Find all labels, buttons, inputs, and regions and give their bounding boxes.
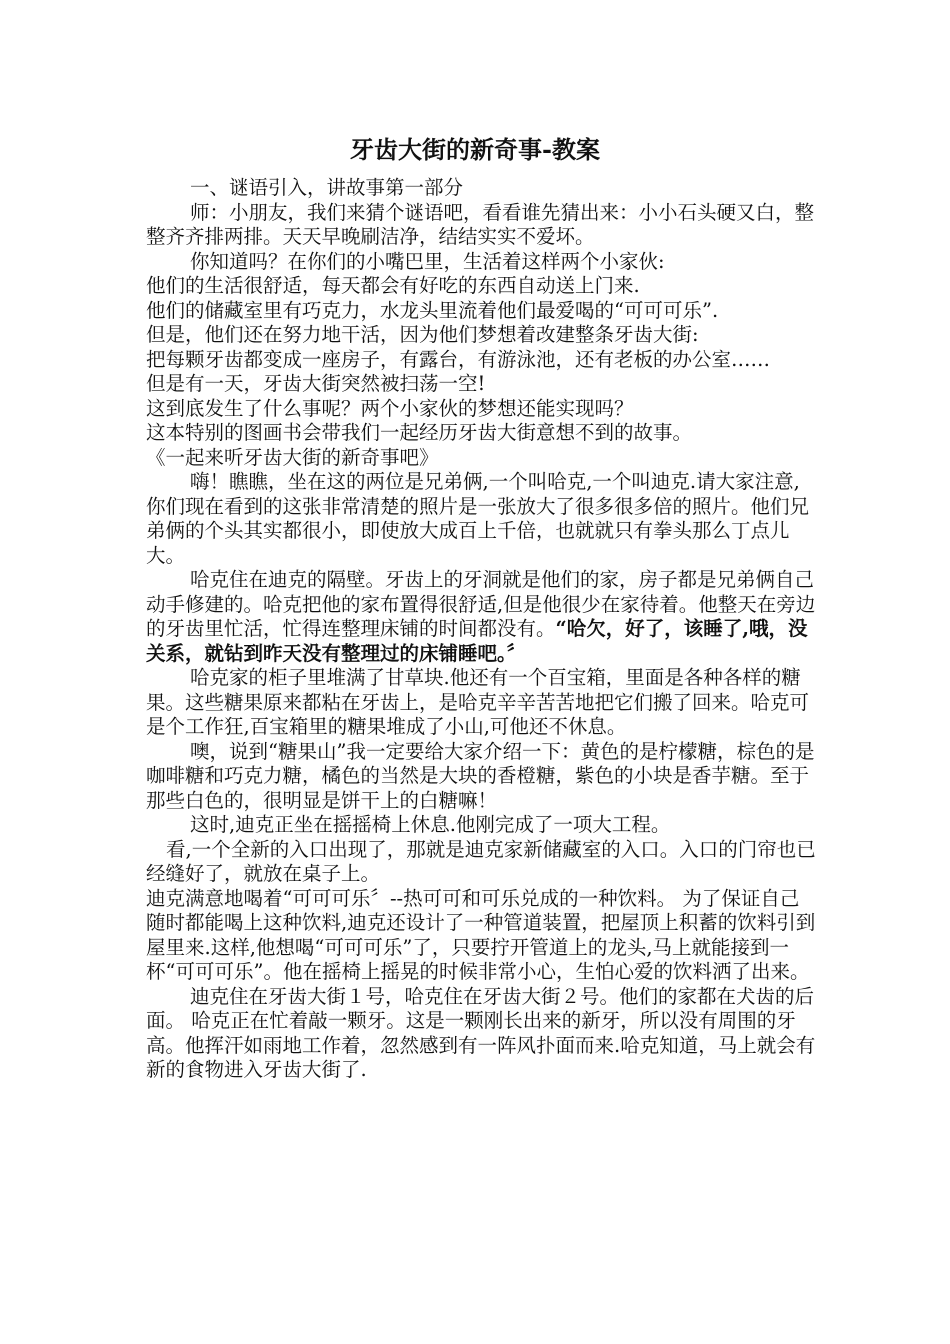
paragraph-cabinet: 哈克家的柜子里堆满了甘草块.他还有一个百宝箱，里面是各种各样的糖果。这些糖果原来都粘在牙齿上，是哈克辛辛苦苦地把它们搬了回来。哈克可是个工作狂,百宝箱里的糖果堆成了小山,可他还不休息。: [146, 666, 810, 738]
paragraph-teacher-riddle: 师：小朋友，我们来猜个谜语吧，看看谁先猜出来：小小石头硬又白，整整齐齐排两排。天天早晚刷洁净，结结实实不爱坏。: [146, 200, 815, 248]
hake-home-text: 哈克住在迪克的隔壁。牙齿上的牙洞就是他们的家，房子都是兄弟俩自己动手修建的。哈克把他的家布置得很舒适,但是他很少在家待着。他整天在旁边的牙齿里忙活，忙得连整理床铺的时间都没有。: [146, 568, 816, 640]
line-dream-houses: 把每颗牙齿都变成一座房子，有露台，有游泳池，还有老板的办公室……: [146, 347, 771, 371]
paragraph-hake-home: [146, 568, 816, 666]
paragraph-tooth-street-address: 迪克住在牙齿大街１号，哈克住在牙齿大街２号。他们的家都在犬齿的后面。 哈克正在忙着敲一颗牙。这是一颗刚长出来的新牙，所以没有周围的牙高。他挥汗如雨地工作着，忽然感到有一阵风扑面而来.哈克知道，马上就会有新的食物进入牙齿大街了.: [146, 984, 816, 1081]
line-picture-book: 这本特别的图画书会带我们一起经历牙齿大街意想不到的故事。: [146, 421, 693, 444]
line-comfortable-life: 他们的生活很舒适，每天都会有好吃的东西自动送上门来.: [146, 274, 640, 297]
line-listen-title: 《一起来听牙齿大街的新奇事吧》: [146, 445, 439, 469]
paragraph-brothers-intro: 嗨！瞧瞧，坐在这的两位是兄弟俩,一个叫哈克,一个叫迪克.请大家注意,你们现在看到的这张非常清楚的照片是一张放大了很多很多倍的照片。他们兄弟俩的个头其实都很小，即使放大成百上千倍，也就就只有拳头那么丁点儿大。: [146, 470, 810, 567]
line-working-hard: 但是，他们还在努力地干活，因为他们梦想着改建整条牙齿大街:: [146, 323, 699, 346]
line-what-happened: 这到底发生了什么事呢？两个小家伙的梦想还能实现吗？: [146, 396, 634, 420]
hake-quote: “哈欠，好了，该睡了,哦，没关系，就钻到昨天没有整理过的床铺睡吧。〞: [146, 617, 808, 665]
paragraph-candy-mountain: 噢，说到“糖果山”我一定要给大家介绍一下：黄色的是柠檬糖，棕色的是咖啡糖和巧克力糖，橘色的当然是大块的香橙糖，紫色的小块是香芋糖。至于那些白色的，很明显是饼干上的白糖嘛！: [146, 739, 815, 812]
document-title: 牙齿大街的新奇事-教案: [350, 135, 600, 164]
line-storeroom: 他们的储藏室里有巧克力，水龙头里流着他们最爱喝的“可可可乐”.: [146, 298, 719, 322]
line-one-day: 但是有一天，牙齿大街突然被扫荡一空!: [146, 372, 486, 395]
paragraph-cocoa-cola: 迪克满意地喝着“可可可乐〞--热可可和可乐兑成的一种饮料。 为了保证自己随时都能喝上这种饮料,迪克还设计了一种管道装置，把屋顶上积蓄的饮料引到屋里来.这样,他想喝“可可可乐”了，只要拧开管道上的龙头,马上就能接到一杯“可可可乐”。他在摇椅上摇晃的时候非常小心，生怕心爱的饮料洒了出来。: [146, 886, 816, 983]
paragraph-do-you-know: 你知道吗？在你们的小嘴巴里，生活着这样两个小家伙:: [190, 249, 665, 273]
paragraph-dike-resting: 这时,迪克正坐在摇摇椅上休息.他刚完成了一项大工程。: [190, 813, 671, 836]
document-body: [146, 176, 816, 1083]
paragraph-new-entrance: 看,一个全新的入口出现了，那就是迪克家新储藏室的入口。入口的门帘也已经缝好了，就放在桌子上。: [146, 837, 816, 885]
section-heading: 一、谜语引入，讲故事第一部分: [190, 176, 464, 199]
